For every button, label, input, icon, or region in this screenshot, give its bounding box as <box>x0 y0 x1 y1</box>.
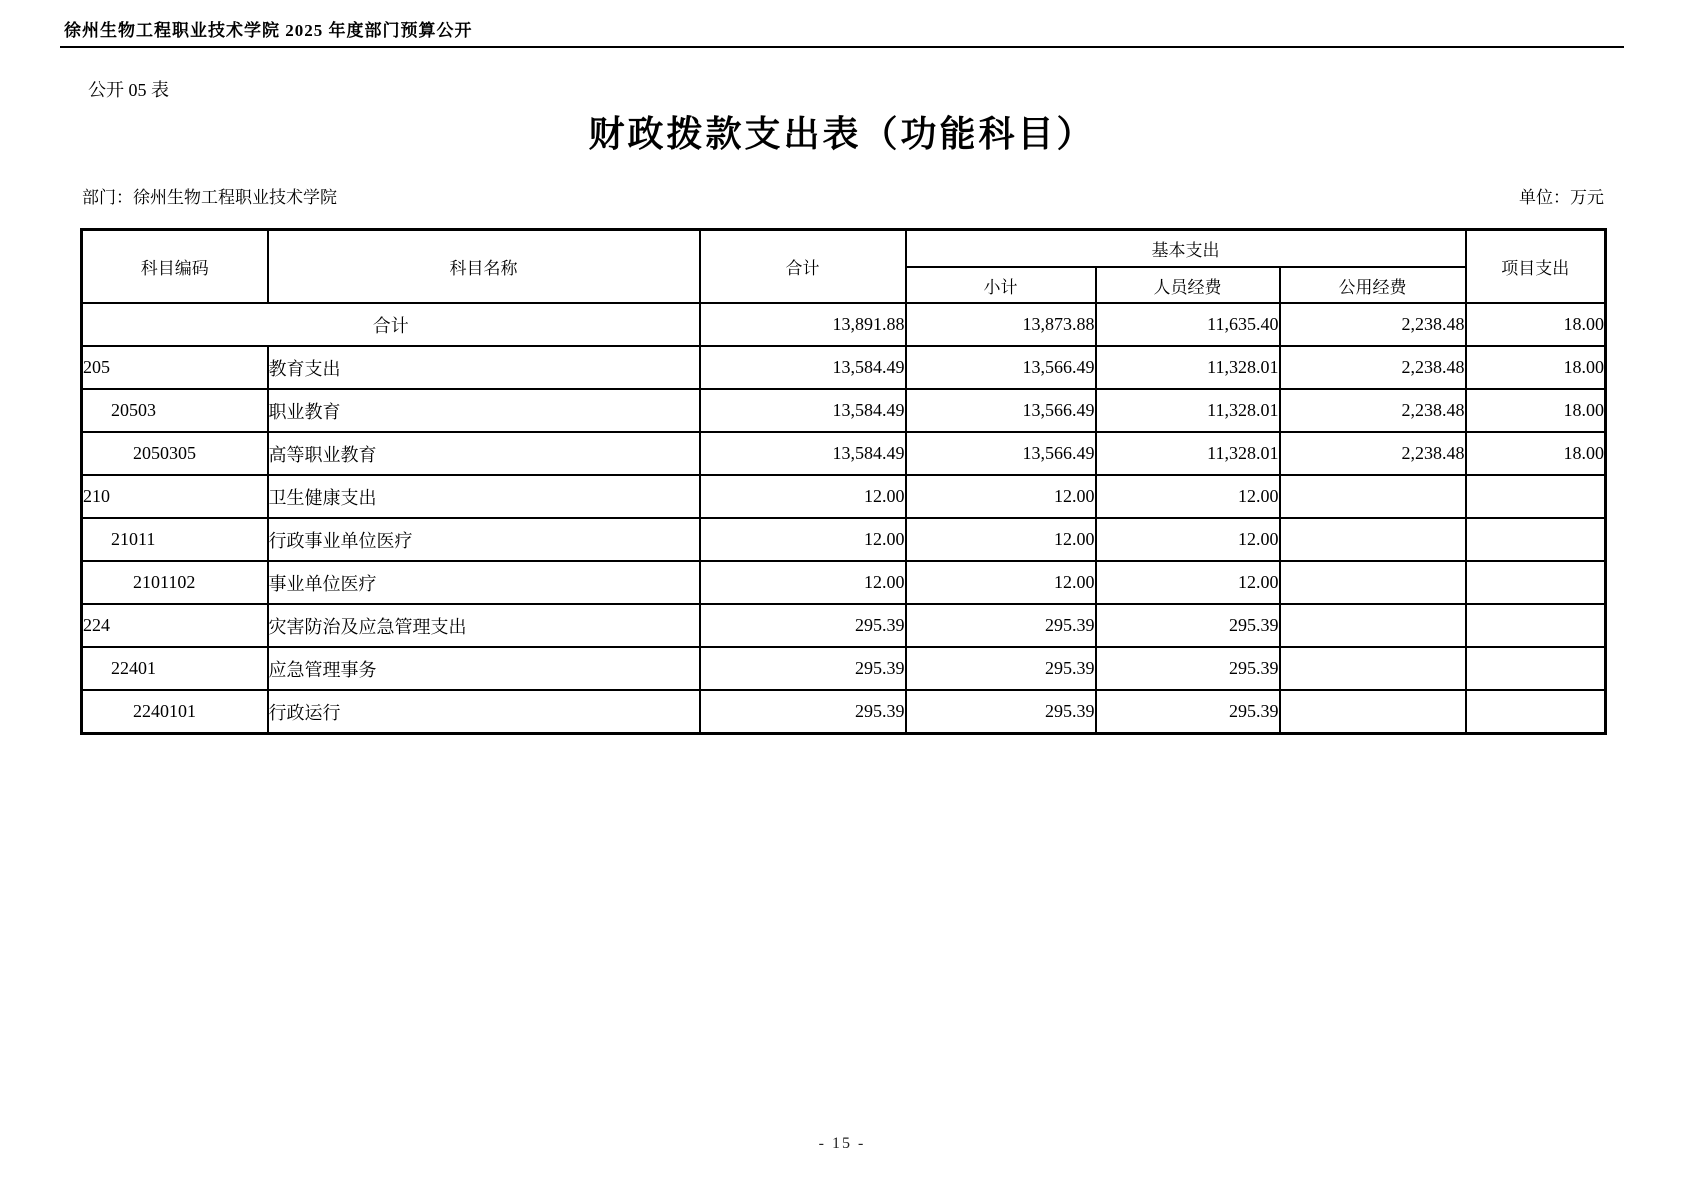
code-cell: 2050305 <box>82 432 268 475</box>
header-row-1 <box>82 230 1606 268</box>
table-row <box>82 346 1606 389</box>
meta-row <box>82 183 1604 208</box>
public-cell <box>1280 561 1466 604</box>
col-header-personnel: 人员经费 <box>1096 267 1280 303</box>
code-cell: 2101102 <box>82 561 268 604</box>
personnel-cell: 295.39 <box>1096 604 1280 647</box>
public-cell: 2,238.48 <box>1280 432 1466 475</box>
code-cell: 210 <box>82 475 268 518</box>
col-header-public: 公用经费 <box>1280 267 1466 303</box>
table-row <box>82 475 1606 518</box>
table-row <box>82 518 1606 561</box>
public-cell: 2,238.48 <box>1280 303 1466 346</box>
code-cell: 20503 <box>82 389 268 432</box>
subtotal-cell: 295.39 <box>906 604 1096 647</box>
total-row-label: 合计 <box>82 303 700 346</box>
project-cell: 18.00 <box>1466 389 1606 432</box>
subtotal-cell: 13,566.49 <box>906 389 1096 432</box>
table-row <box>82 690 1606 734</box>
code-cell: 205 <box>82 346 268 389</box>
table-row-total <box>82 303 1606 346</box>
total-cell: 13,584.49 <box>700 389 906 432</box>
col-header-basic-group: 基本支出 <box>906 230 1466 268</box>
public-cell <box>1280 647 1466 690</box>
name-cell: 职业教育 <box>268 389 700 432</box>
code-cell: 21011 <box>82 518 268 561</box>
table-row <box>82 604 1606 647</box>
project-cell: 18.00 <box>1466 303 1606 346</box>
name-cell: 高等职业教育 <box>268 432 700 475</box>
col-header-name: 科目名称 <box>268 230 700 304</box>
project-cell <box>1466 475 1606 518</box>
department-label: 部门：徐州生物工程职业技术学院 <box>82 188 337 207</box>
subtotal-cell: 295.39 <box>906 690 1096 734</box>
total-cell: 13,891.88 <box>700 303 906 346</box>
total-cell: 13,584.49 <box>700 432 906 475</box>
project-cell <box>1466 518 1606 561</box>
total-cell: 295.39 <box>700 690 906 734</box>
personnel-cell: 295.39 <box>1096 647 1280 690</box>
col-header-code: 科目编码 <box>82 230 268 304</box>
public-cell: 2,238.48 <box>1280 389 1466 432</box>
name-cell: 行政事业单位医疗 <box>268 518 700 561</box>
public-cell: 2,238.48 <box>1280 346 1466 389</box>
personnel-cell: 295.39 <box>1096 690 1280 734</box>
total-cell: 13,584.49 <box>700 346 906 389</box>
table-row <box>82 561 1606 604</box>
total-cell: 295.39 <box>700 647 906 690</box>
total-cell: 12.00 <box>700 561 906 604</box>
subtotal-cell: 13,566.49 <box>906 432 1096 475</box>
name-cell: 事业单位医疗 <box>268 561 700 604</box>
subtotal-cell: 295.39 <box>906 647 1096 690</box>
name-cell: 教育支出 <box>268 346 700 389</box>
project-cell <box>1466 647 1606 690</box>
personnel-cell: 11,635.40 <box>1096 303 1280 346</box>
public-cell <box>1280 475 1466 518</box>
table-row <box>82 432 1606 475</box>
subtotal-cell: 12.00 <box>906 518 1096 561</box>
col-header-total: 合计 <box>700 230 906 304</box>
subtotal-cell: 12.00 <box>906 475 1096 518</box>
personnel-cell: 11,328.01 <box>1096 432 1280 475</box>
code-cell: 2240101 <box>82 690 268 734</box>
personnel-cell: 12.00 <box>1096 561 1280 604</box>
code-cell: 224 <box>82 604 268 647</box>
col-header-project: 项目支出 <box>1466 230 1606 304</box>
name-cell: 卫生健康支出 <box>268 475 700 518</box>
project-cell <box>1466 604 1606 647</box>
public-cell <box>1280 518 1466 561</box>
budget-table <box>80 228 1607 735</box>
project-cell <box>1466 561 1606 604</box>
page-title: 财政拨款支出表（功能科目） <box>588 114 1096 154</box>
personnel-cell: 11,328.01 <box>1096 389 1280 432</box>
public-cell <box>1280 690 1466 734</box>
code-cell: 22401 <box>82 647 268 690</box>
total-cell: 12.00 <box>700 475 906 518</box>
project-cell: 18.00 <box>1466 346 1606 389</box>
name-cell: 应急管理事务 <box>268 647 700 690</box>
unit-label: 单位：万元 <box>1519 188 1604 207</box>
doc-header: 徐州生物工程职业技术学院 2025 年度部门预算公开 <box>64 21 473 40</box>
project-cell: 18.00 <box>1466 432 1606 475</box>
table-row <box>82 647 1606 690</box>
total-cell: 12.00 <box>700 518 906 561</box>
personnel-cell: 12.00 <box>1096 518 1280 561</box>
col-header-basic-subtotal: 小计 <box>906 267 1096 303</box>
personnel-cell: 11,328.01 <box>1096 346 1280 389</box>
project-cell <box>1466 690 1606 734</box>
name-cell: 行政运行 <box>268 690 700 734</box>
sheet-label: 公开 05 表 <box>88 80 169 100</box>
subtotal-cell: 13,873.88 <box>906 303 1096 346</box>
name-cell: 灾害防治及应急管理支出 <box>268 604 700 647</box>
subtotal-cell: 13,566.49 <box>906 346 1096 389</box>
total-cell: 295.39 <box>700 604 906 647</box>
public-cell <box>1280 604 1466 647</box>
subtotal-cell: 12.00 <box>906 561 1096 604</box>
personnel-cell: 12.00 <box>1096 475 1280 518</box>
table-row <box>82 389 1606 432</box>
page-number: - 15 - <box>818 1135 866 1152</box>
header-rule <box>60 46 1624 48</box>
